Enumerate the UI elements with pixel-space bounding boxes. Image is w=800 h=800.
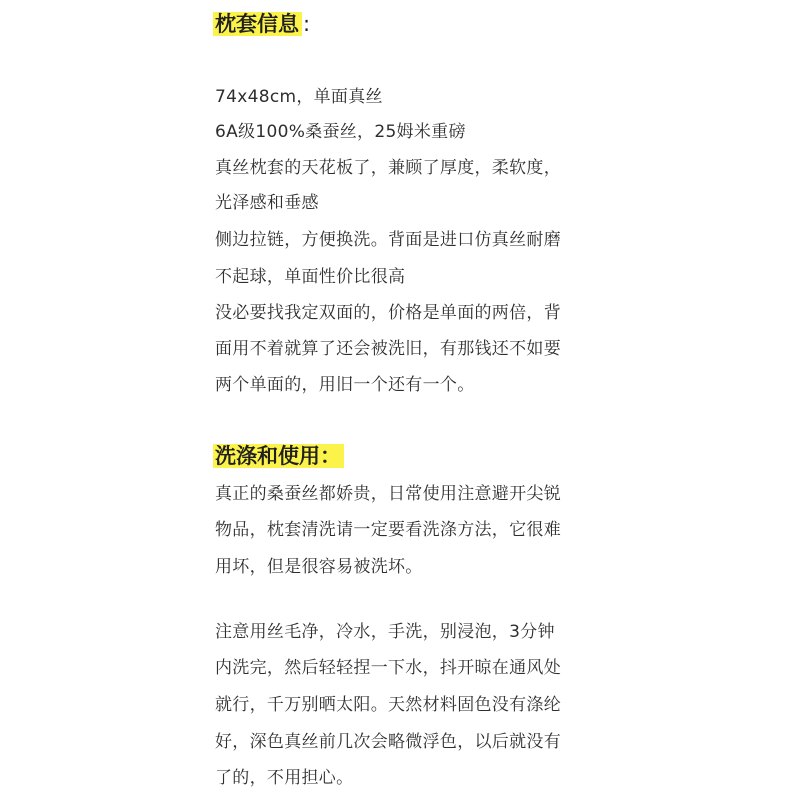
usage-line: 真正的桑蚕丝都娇贵，日常使用注意避开尖锐 (215, 484, 561, 504)
section-heading-pillowcase-info (213, 9, 310, 39)
usage-line: 好，深色真丝前几次会略微浮色，以后就没有 (215, 732, 561, 752)
info-line: 74x48cm，单面真丝 (215, 87, 383, 107)
usage-line: 注意用丝毛净，冷水，手洗，别浸泡，3分钟 (215, 622, 555, 642)
info-line: 真丝枕套的天花板了，兼顾了厚度，柔软度， (215, 158, 561, 178)
usage-line: 了的，不用担心。 (215, 768, 354, 788)
info-line: 两个单面的，用旧一个还有一个。 (215, 375, 475, 395)
info-line: 侧边拉链，方便换洗。背面是进口仿真丝耐磨 (215, 230, 561, 250)
info-line: 没必要找我定双面的，价格是单面的两倍，背 (215, 303, 561, 323)
usage-line: 就行，千万别晒太阳。天然材料固色没有涤纶 (215, 695, 561, 715)
heading-highlight: 洗涤和使用： (213, 444, 344, 468)
heading-colon: : (303, 12, 311, 36)
info-line: 光泽感和垂感 (215, 193, 319, 213)
info-line: 6A级100%桑蚕丝，25姆米重磅 (215, 122, 466, 142)
usage-line: 内洗完，然后轻轻捏一下水，抖开晾在通风处 (215, 658, 561, 678)
usage-line: 用坏，但是很容易被洗坏。 (215, 557, 423, 577)
usage-line: 物品，枕套清洗请一定要看洗涤方法，它很难 (215, 520, 561, 540)
info-line: 面用不着就算了还会被洗旧，有那钱还不如要 (215, 339, 561, 359)
section-heading-washing-usage (213, 441, 344, 471)
heading-highlight: 枕套信息 (213, 12, 302, 36)
info-line: 不起球，单面性价比很高 (215, 267, 406, 287)
